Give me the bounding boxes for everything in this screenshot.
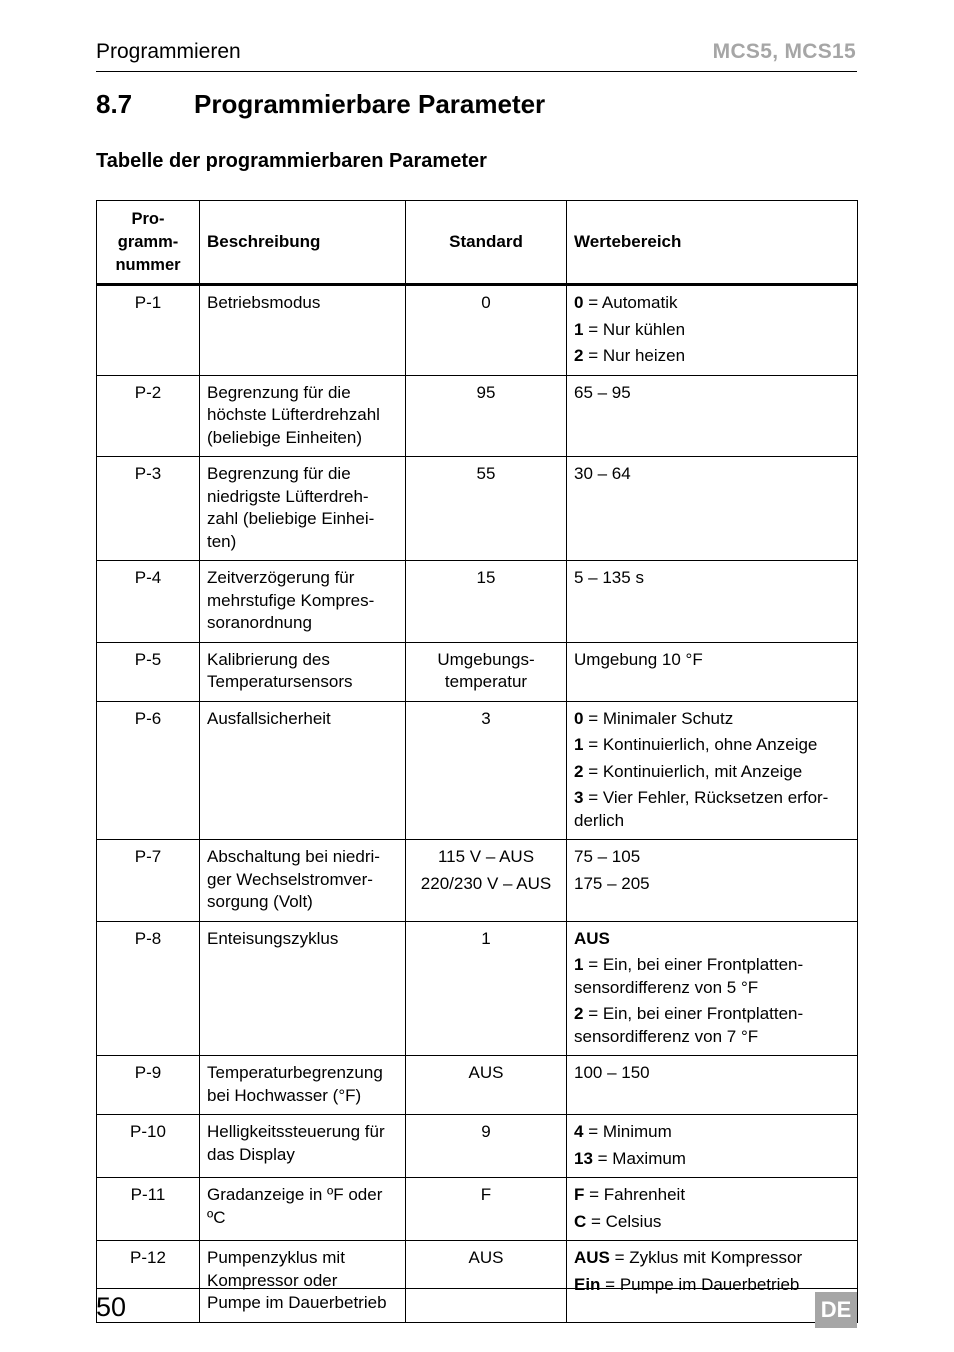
description-line: Enteisungszyklus (207, 928, 339, 948)
default-value: AUS (468, 1063, 504, 1082)
range-key: 0 (574, 293, 584, 312)
cell-range (567, 375, 858, 457)
column-header-line: gramm- (117, 232, 179, 251)
range-entry (574, 319, 850, 342)
column-header-line: Pro- (131, 209, 165, 228)
cell-range (567, 1115, 858, 1178)
description-line: ten) (207, 531, 237, 551)
range-entry (574, 928, 850, 951)
range-key: AUS (574, 928, 610, 948)
range-key: 2 (574, 1004, 584, 1023)
range-key: 1 (574, 955, 584, 974)
default-value: F (480, 1185, 492, 1204)
description-line: soranordnung (207, 613, 312, 632)
range-key: 1 (574, 735, 584, 754)
range-text: 5 – 135 s (574, 568, 644, 587)
range-text: = Maximum (592, 1148, 686, 1168)
table-caption: Tabelle der programmierbaren Parameter (96, 150, 487, 172)
cell-default (406, 1115, 567, 1178)
cell-program-number: P-2 (97, 375, 200, 457)
cell-range (567, 642, 858, 701)
description-line: Gradanzeige in ºF oder (207, 1185, 383, 1204)
description-line: zahl (beliebige Einhei- (207, 509, 375, 528)
default-value: 1 (481, 928, 491, 948)
column-header-line: nummer (115, 255, 181, 274)
cell-program-number: P-1 (97, 285, 200, 376)
running-header-models: MCS5, MCS15 (712, 40, 856, 63)
cell-range (567, 840, 858, 922)
cell-default (406, 921, 567, 1056)
cell-program-number: P-7 (97, 840, 200, 922)
range-key: Ein (574, 1274, 601, 1294)
range-entry (574, 734, 850, 757)
range-text: 75 – 105 (574, 847, 641, 866)
range-text: 30 – 64 (574, 464, 631, 483)
cell-default (406, 375, 567, 457)
cell-default (406, 285, 567, 376)
range-entry (574, 873, 850, 896)
cell-description (200, 701, 406, 840)
default-value: 3 (481, 708, 491, 728)
cell-program-number: P-6 (97, 701, 200, 840)
page-number: 50 (96, 1292, 127, 1322)
range-entry (574, 954, 850, 999)
default-value: 115 V – AUS (437, 847, 535, 866)
cell-range (567, 921, 858, 1056)
range-entry (574, 567, 850, 590)
cell-program-number: P-10 (97, 1115, 200, 1178)
range-entry (574, 787, 850, 832)
range-entry (574, 1274, 850, 1297)
range-text: = Zyklus mit Kompressor (609, 1248, 803, 1267)
header-divider (96, 71, 857, 72)
range-text: Umgebung 10 °F (574, 649, 703, 669)
range-key: 2 (574, 346, 584, 365)
cell-range (567, 1178, 858, 1241)
description-line: Pumpenzyklus mit (207, 1248, 345, 1267)
range-key: 4 (574, 1122, 584, 1141)
default-value: AUS (468, 1248, 504, 1267)
description-line: Kompressor oder (207, 1270, 338, 1290)
cell-program-number: P-8 (97, 921, 200, 1056)
cell-default (406, 1178, 567, 1241)
cell-description (200, 1241, 406, 1323)
description-line: bei Hochwasser (°F) (207, 1085, 362, 1105)
cell-description (200, 642, 406, 701)
description-line: Abschaltung bei niedri- (207, 847, 380, 866)
description-line: Ausfallsicherheit (207, 708, 331, 728)
description-line: höchste Lüfterdrehzahl (207, 405, 380, 424)
cell-default (406, 1241, 567, 1323)
section-number: 8.7 (96, 89, 133, 119)
parameter-table (96, 200, 858, 1323)
table-row (97, 840, 858, 922)
range-key: 1 (574, 319, 584, 339)
cell-description (200, 457, 406, 561)
range-entry (574, 846, 850, 869)
table-row (97, 457, 858, 561)
table-row (97, 1056, 858, 1115)
cell-default (406, 457, 567, 561)
table-row (97, 1241, 858, 1323)
description-line: das Display (207, 1144, 295, 1164)
range-text: = Kontinuierlich, ohne Anzeige (583, 735, 818, 754)
column-header-description: Beschreibung (200, 201, 406, 285)
description-line: mehrstufige Kompres- (207, 590, 375, 610)
cell-description (200, 840, 406, 922)
range-entry (574, 1003, 850, 1048)
table-row (97, 921, 858, 1056)
table-row (97, 1115, 858, 1178)
section-title: Programmierbare Parameter (194, 89, 546, 119)
description-line: ºC (207, 1207, 226, 1227)
running-header-section: Programmieren (96, 40, 241, 63)
range-key: C (574, 1211, 587, 1231)
cell-program-number: P-12 (97, 1241, 200, 1323)
cell-description (200, 1115, 406, 1178)
table-row (97, 642, 858, 701)
range-key: AUS (574, 1248, 610, 1267)
table-row (97, 561, 858, 643)
cell-default (406, 1056, 567, 1115)
description-line: ger Wechselstromver- (207, 869, 373, 889)
cell-description (200, 1056, 406, 1115)
cell-default (406, 701, 567, 840)
range-text: = Nur kühlen (583, 319, 686, 339)
cell-description (200, 285, 406, 376)
range-text: = Ein, bei einer Frontplatten- sensordifferenz von 5 °F (574, 955, 804, 997)
description-line: (beliebige Einheiten) (207, 427, 362, 447)
description-line: Temperaturbegrenzung (207, 1063, 383, 1082)
range-entry (574, 1062, 850, 1085)
cell-range (567, 285, 858, 376)
cell-program-number: P-3 (97, 457, 200, 561)
column-header-default: Standard (406, 201, 567, 285)
range-entry (574, 1148, 850, 1171)
table-header-row (97, 201, 858, 285)
cell-description (200, 375, 406, 457)
range-entry (574, 382, 850, 405)
range-key: 2 (574, 761, 584, 781)
description-line: Kalibrierung des (207, 649, 330, 669)
range-text: = Pumpe im Dauerbetrieb (600, 1274, 800, 1294)
range-text: = Ein, bei einer Frontplatten- sensordifferenz von 7 °F (574, 1004, 804, 1046)
range-text: = Fahrenheit (584, 1185, 686, 1204)
range-entry (574, 708, 850, 731)
range-text: = Nur heizen (583, 346, 686, 365)
range-text: = Celsius (586, 1211, 662, 1231)
default-value: 55 (476, 464, 496, 483)
range-key: 3 (574, 788, 584, 807)
range-text: 65 – 95 (574, 382, 631, 402)
description-line: sorgung (Volt) (207, 892, 313, 911)
default-value: 15 (476, 568, 496, 587)
range-entry (574, 463, 850, 486)
cell-description (200, 561, 406, 643)
range-entry (574, 1211, 850, 1234)
default-value: 0 (481, 293, 491, 312)
cell-default (406, 642, 567, 701)
range-key: 13 (574, 1148, 593, 1168)
cell-description (200, 1178, 406, 1241)
description-line: niedrigste Lüfterdreh- (207, 486, 369, 506)
range-entry (574, 761, 850, 784)
range-text: = Kontinuierlich, mit Anzeige (583, 761, 803, 781)
range-text: = Vier Fehler, Rücksetzen erfor- derlich (574, 788, 829, 830)
default-value: 9 (481, 1122, 491, 1141)
table-body (97, 285, 858, 1323)
table-row (97, 1178, 858, 1241)
range-entry (574, 1184, 850, 1207)
cell-program-number: P-9 (97, 1056, 200, 1115)
description-line: Begrenzung für die (207, 382, 351, 402)
range-text: = Minimaler Schutz (583, 708, 734, 728)
cell-range (567, 1056, 858, 1115)
range-text: 175 – 205 (574, 873, 650, 893)
description-line: Helligkeitssteuerung für (207, 1122, 385, 1141)
description-line: Betriebsmodus (207, 293, 321, 312)
description-line: Pumpe im Dauerbetrieb (207, 1293, 387, 1312)
cell-range (567, 1241, 858, 1323)
range-entry (574, 1121, 850, 1144)
footer-divider (96, 1288, 857, 1289)
table-row (97, 285, 858, 376)
cell-program-number: P-11 (97, 1178, 200, 1241)
default-value: 95 (476, 382, 496, 402)
cell-default (406, 561, 567, 643)
range-entry (574, 1247, 850, 1270)
cell-description (200, 921, 406, 1056)
range-entry (574, 345, 850, 368)
range-entry (574, 649, 850, 672)
cell-range (567, 701, 858, 840)
range-key: F (574, 1185, 585, 1204)
description-line: Zeitverzögerung für (207, 568, 355, 587)
cell-default (406, 840, 567, 922)
range-text: 100 – 150 (574, 1063, 650, 1082)
range-entry (574, 292, 850, 315)
cell-program-number: P-5 (97, 642, 200, 701)
table-row (97, 375, 858, 457)
column-header-program-number (97, 201, 200, 285)
range-text: = Automatik (583, 293, 678, 312)
cell-program-number: P-4 (97, 561, 200, 643)
description-line: Begrenzung für die (207, 464, 351, 483)
table-row (97, 701, 858, 840)
cell-range (567, 561, 858, 643)
language-badge: DE (815, 1292, 857, 1328)
default-value: Umgebungs- temperatur (437, 649, 535, 691)
range-text: = Minimum (583, 1122, 672, 1141)
range-key: 0 (574, 708, 584, 728)
default-value: 220/230 V – AUS (420, 873, 552, 893)
cell-range (567, 457, 858, 561)
description-line: Temperatursensors (207, 672, 353, 691)
column-header-range: Wertebereich (567, 201, 858, 285)
